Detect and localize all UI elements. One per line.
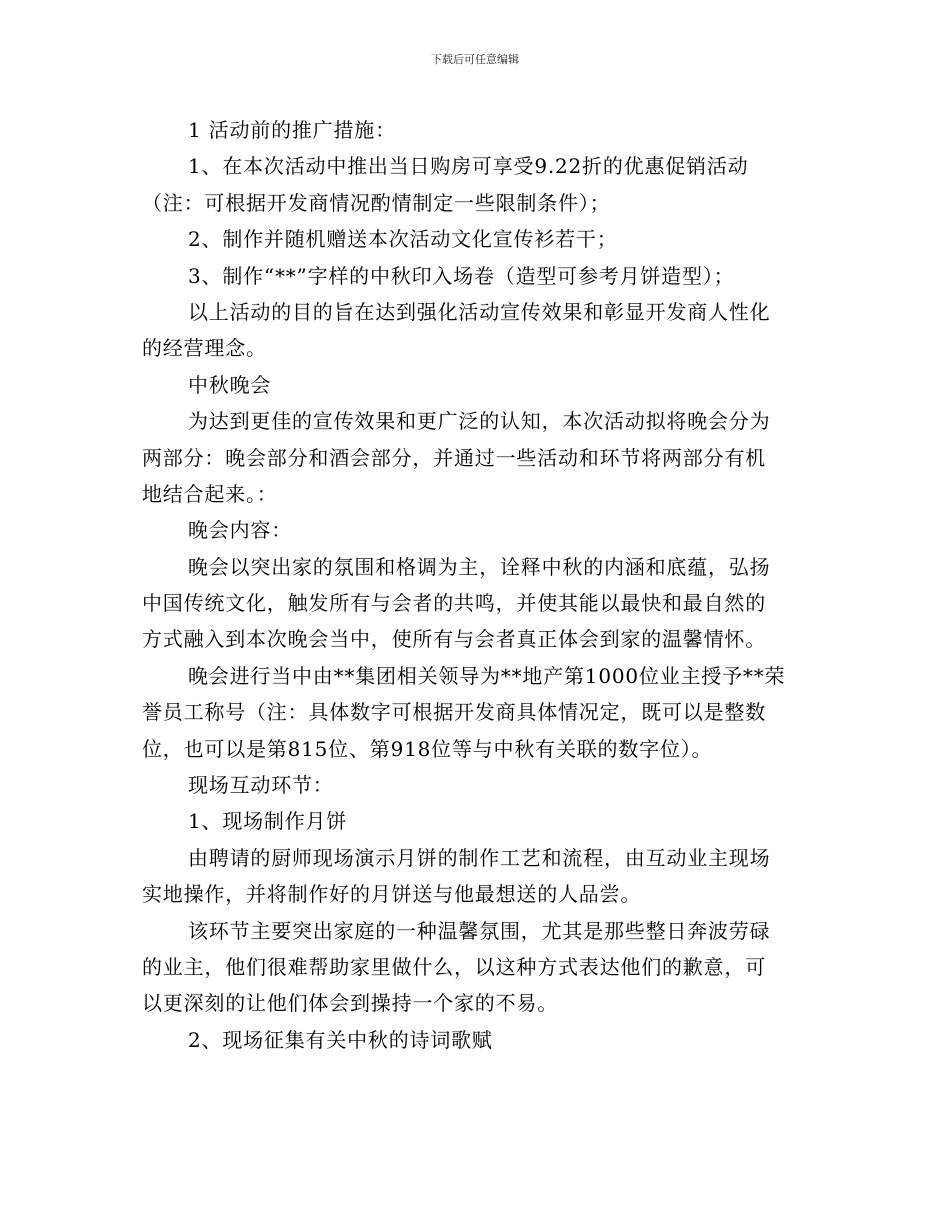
text-line: 中国传统文化，触发所有与会者的共鸣，并使其能以最快和最自然的	[142, 591, 766, 616]
text-line: 1、现场制作月饼	[188, 809, 348, 834]
text-line: 中秋晚会	[188, 372, 272, 397]
text-line: 实地操作，并将制作好的月饼送与他最想送的人品尝。	[142, 882, 642, 907]
text-line: 晚会以突出家的氛围和格调为主，诠释中秋的内涵和底蕴，弘扬	[188, 554, 771, 579]
text-line: 位，也可以是第815位、第918位等与中秋有关联的数字位）。	[142, 736, 713, 761]
text-line: 晚会内容：	[188, 518, 292, 543]
text-line: 方式融入到本次晚会当中，使所有与会者真正体会到家的温馨情怀。	[142, 627, 766, 652]
text-line: 现场互动环节：	[188, 773, 334, 798]
text-line: 以上活动的目的旨在达到强化活动宣传效果和彰显开发商人性化	[188, 299, 771, 324]
text-line: 1、在本次活动中推出当日购房可享受9.22折的优惠促销活动	[188, 154, 749, 179]
text-line: 誉员工称号（注：具体数字可根据开发商具体情况定，既可以是整数	[142, 700, 766, 725]
text-line: 晚会进行当中由**集团相关领导为**地产第1000位业主授予**荣	[188, 663, 786, 688]
text-line: 为达到更佳的宣传效果和更广泛的认知，本次活动拟将晚会分为	[188, 409, 771, 434]
text-line: 3、制作“**”字样的中秋印入场卷（造型可参考月饼造型）；	[188, 263, 735, 288]
text-line: 2、现场征集有关中秋的诗词歌赋	[188, 1027, 493, 1052]
text-line: 地结合起来。：	[142, 481, 278, 506]
text-line: 由聘请的厨师现场演示月饼的制作工艺和流程，由互动业主现场	[188, 845, 771, 870]
text-line: 的业主，他们很难帮助家里做什么，以这种方式表达他们的歉意，可	[142, 954, 766, 979]
text-line: 以更深刻的让他们体会到操持一个家的不易。	[142, 991, 558, 1016]
text-line: （注：可根据开发商情况酌情制定一些限制条件）；	[142, 190, 611, 215]
document-body	[142, 112, 802, 1058]
text-line: 2、制作并随机赠送本次活动文化宣传衫若干；	[188, 227, 618, 252]
text-line: 的经营理念。	[142, 336, 267, 361]
page-header: 下载后可任意编辑	[431, 53, 519, 66]
text-line: 1 活动前的推广措施：	[188, 118, 396, 142]
text-line: 该环节主要突出家庭的一种温馨氛围，尤其是那些整日奔波劳碌	[188, 918, 771, 943]
text-line: 两部分：晚会部分和酒会部分，并通过一些活动和环节将两部分有机	[142, 445, 766, 470]
